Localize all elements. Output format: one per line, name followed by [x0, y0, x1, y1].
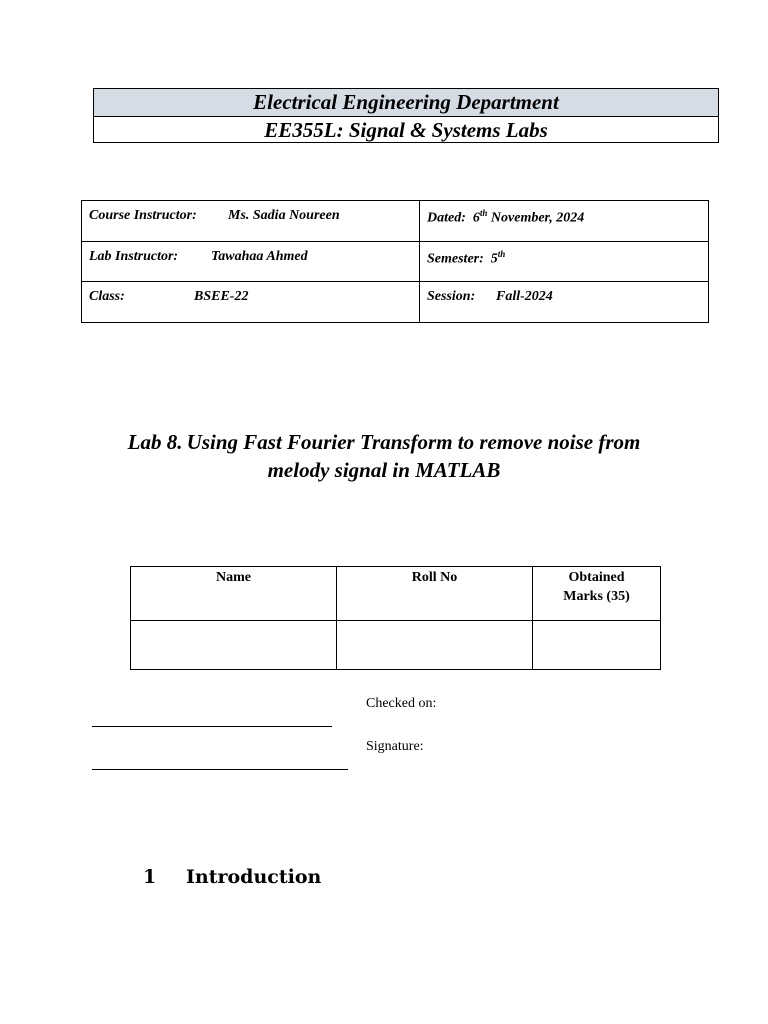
course-title: EE355L: Signal & Systems Labs — [264, 118, 548, 142]
section-number: 1 — [143, 866, 157, 888]
course-info-table — [81, 200, 709, 323]
dated-day-suffix: th — [479, 208, 488, 218]
semester-label: Semester: — [427, 251, 484, 267]
class-label: Class: — [89, 289, 125, 305]
session-label: Session: — [427, 289, 476, 305]
header-marks-line-2: Marks (35) — [563, 589, 630, 604]
header-name: Name — [131, 567, 337, 621]
lab-instructor-value: Tawahaa Ahmed — [211, 248, 308, 264]
header-marks-line-1: Obtained — [568, 570, 625, 585]
name-cell[interactable] — [131, 621, 337, 670]
info-row-instructor — [82, 201, 709, 242]
class-cell — [82, 282, 420, 323]
signature-line — [92, 769, 348, 770]
info-row-lab-instructor — [82, 241, 709, 282]
checked-on-label: Checked on: — [366, 696, 437, 711]
marks-table-row — [131, 621, 661, 670]
lab-instructor-label: Lab Instructor: — [89, 248, 179, 264]
lab-title-line-2: melody signal in MATLAB — [267, 458, 501, 482]
department-title: Electrical Engineering Department — [94, 89, 718, 117]
semester-cell — [420, 241, 709, 282]
dated-label: Dated: — [427, 210, 466, 226]
header-marks — [533, 567, 661, 621]
marks-cell[interactable] — [533, 621, 661, 670]
instructor-label: Course Instructor: — [89, 208, 197, 223]
dated-cell — [420, 201, 709, 242]
lab-title — [84, 428, 684, 484]
info-row-class — [82, 282, 709, 323]
semester-value: 5 — [490, 251, 498, 267]
session-cell — [420, 282, 709, 323]
lab-instructor-cell — [82, 241, 420, 282]
marks-table-header — [131, 567, 661, 621]
class-value: BSEE-22 — [194, 289, 249, 305]
instructor-value: Ms. Sadia Noureen — [228, 208, 340, 223]
semester-suffix: th — [497, 248, 506, 259]
section-title: Introduction — [186, 866, 322, 888]
dated-day: 6 — [472, 210, 480, 226]
header-box — [93, 88, 719, 143]
roll-no-cell[interactable] — [337, 621, 533, 670]
session-value: Fall-2024 — [496, 289, 553, 305]
header-roll-no: Roll No — [337, 567, 533, 621]
dated-rest: November, 2024 — [490, 210, 585, 226]
signature-label: Signature: — [366, 739, 424, 754]
marks-table — [130, 566, 661, 670]
lab-title-line-1: Lab 8. Using Fast Fourier Transform to remove noise from — [127, 430, 641, 454]
instructor-cell — [82, 201, 420, 242]
checked-on-line — [92, 726, 332, 727]
